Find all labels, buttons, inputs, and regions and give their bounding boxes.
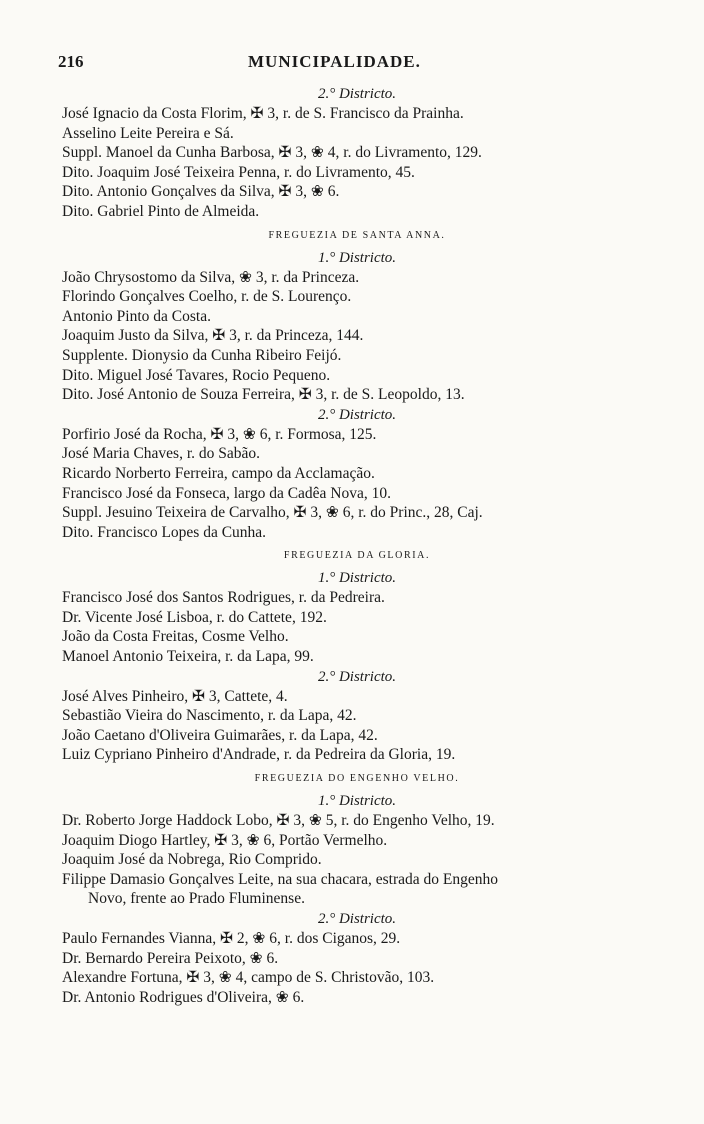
district-heading: 2.° Districto. (317, 86, 397, 102)
entry-line: Joaquim Justo da Silva, ✠ 3, r. da Princeza, 144. (62, 327, 364, 345)
entry-line: Francisco José da Fonseca, largo da Cadêa Nova, 10. (62, 484, 391, 502)
page-header (58, 52, 648, 74)
parish-heading: FREGUEZIA DE SANTA ANNA. (268, 229, 446, 241)
district-heading: 1.° Districto. (317, 570, 397, 587)
entry-line: Dr. Roberto Jorge Haddock Lobo, ✠ 3, ❀ 5, r. do Engenho Velho, 19. (62, 812, 495, 830)
entry-line: Francisco José dos Santos Rodrigues, r. da Pedreira. (62, 589, 385, 607)
district-heading: 1.° Districto. (317, 793, 397, 810)
entry-line: Alexandre Fortuna, ✠ 3, ❀ 4, campo de S. Christovão, 103. (62, 969, 435, 987)
entry-line: João Caetano d'Oliveira Guimarães, r. da Lapa, 42. (62, 726, 378, 744)
entry-line: João Chrysostomo da Silva, ❀ 3, r. da Princeza. (62, 268, 360, 286)
entry-line: José Maria Chaves, r. do Sabão. (62, 445, 261, 463)
district-heading: 2.° Districto. (317, 406, 397, 423)
entry-line: Dito. Joaquim José Teixeira Penna, r. do Livramento, 45. (62, 163, 415, 181)
entry-line: Supplente. Dionysio da Cunha Ribeiro Feijó. (62, 346, 342, 364)
parish-heading: FREGUEZIA DA GLORIA. (283, 550, 431, 562)
entry-line: Antonio Pinto da Costa. (62, 307, 211, 325)
parish-heading: FREGUEZIA DO ENGENHO VELHO. (254, 773, 460, 785)
entry-line: Suppl. Manoel da Cunha Barbosa, ✠ 3, ❀ 4, r. do Livramento, 129. (62, 144, 482, 162)
entry-line: Dr. Vicente José Lisboa, r. do Cattete, 192. (62, 608, 327, 626)
entry-line: Ricardo Norberto Ferreira, campo da Acclamação. (62, 464, 375, 482)
entry-line: Novo, frente ao Prado Fluminense. (88, 890, 305, 908)
entry-line: Dito. Antonio Gonçalves da Silva, ✠ 3, ❀ 6. (62, 183, 340, 201)
district-heading: 2.° Districto. (317, 911, 397, 927)
entry-line: Sebastião Vieira do Nascimento, r. da Lapa, 42. (62, 707, 357, 725)
page-number: 216 (58, 52, 84, 71)
entry-line: Dito. Miguel José Tavares, Rocio Pequeno. (62, 366, 331, 384)
entry-line: Joaquim Diogo Hartley, ✠ 3, ❀ 6, Portão Vermelho. (62, 831, 388, 849)
entry-line: Paulo Fernandes Vianna, ✠ 2, ❀ 6, r. dos Ciganos, 29. (62, 930, 401, 947)
entry-line: Suppl. Jesuino Teixeira de Carvalho, ✠ 3, ❀ 6, r. do Princ., 28, Caj. (62, 504, 483, 522)
entry-line: Dr. Antonio Rodrigues d'Oliveira, ❀ 6. (62, 988, 305, 1006)
entry-line: Asselino Leite Pereira e Sá. (62, 124, 234, 142)
entry-line: Manoel Antonio Teixeira, r. da Lapa, 99. (62, 648, 314, 666)
entry-line: João da Costa Freitas, Cosme Velho. (62, 628, 289, 646)
entry-line: Dito. Gabriel Pinto de Almeida. (62, 202, 260, 220)
entry-line: Dr. Bernardo Pereira Peixoto, ❀ 6. (62, 949, 279, 967)
page-body (62, 84, 652, 1007)
entry-line: José Alves Pinheiro, ✠ 3, Cattete, 4. (62, 687, 288, 705)
entry-line: José Ignacio da Costa Florim, ✠ 3, r. de S. Francisco da Prainha. (62, 105, 464, 122)
entry-line: Porfirio José da Rocha, ✠ 3, ❀ 6, r. Formosa, 125. (62, 425, 377, 443)
entry-line: Florindo Gonçalves Coelho, r. de S. Lourenço. (62, 288, 352, 306)
entry-line: Dito. Francisco Lopes da Cunha. (62, 523, 267, 541)
entry-line: Joaquim José da Nobrega, Rio Comprido. (62, 851, 322, 869)
district-heading: 1.° Districto. (317, 249, 397, 266)
entry-line: Luiz Cypriano Pinheiro d'Andrade, r. da Pedreira da Gloria, 19. (62, 746, 456, 764)
district-heading: 2.° Districto. (317, 668, 397, 685)
entry-line: Filippe Damasio Gonçalves Leite, na sua chacara, estrada do Engenho (62, 870, 498, 888)
running-title: MUNICIPALIDADE. (248, 52, 421, 71)
entry-line: Dito. José Antonio de Souza Ferreira, ✠ 3, r. de S. Leopoldo, 13. (62, 386, 465, 404)
